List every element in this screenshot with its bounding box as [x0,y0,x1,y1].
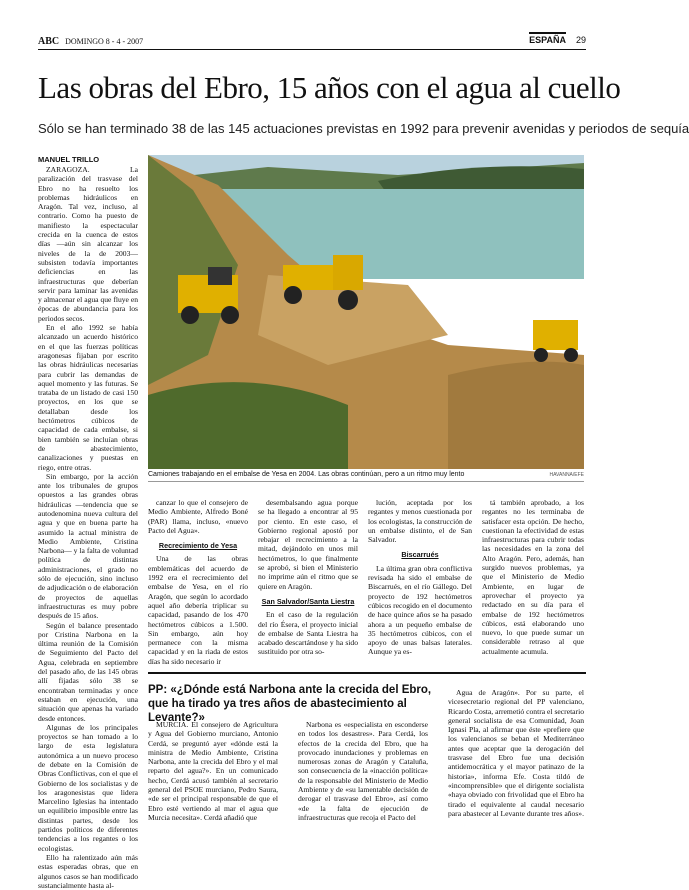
page-header-right [529,35,586,45]
photo-credit: HAVANNA/EFE [549,472,584,478]
article-column-5 [482,498,584,668]
subhead: San Salvador/Santa Liestra [261,596,355,606]
article-column-1 [38,165,138,890]
subhead: Recrecimiento de Yesa [158,541,238,551]
section-divider [148,672,586,674]
paragraph: Ello ha ralentizado aún más estas esperadas obras, que en algunos casos se han modificado sustancialmente hasta al- [38,852,138,890]
paragraph: tá también aprobado, a los regantes no les terminaba de satisfacer esta opción. De hecho, cuestionan la efectividad de estas infraestructuras para cubrir todas las necesidades en la zona del Alto Aragón. Pero, además, han surgido nuevos problemas, ya que el Ministerio de Medio Ambiente, en lugar de aprovechar el proyecto ya redactado en su día para el embalse de 192 hectómetros cúbicos, está elaborando uno nuevo, lo que puede sumar un considerable retraso al que actualmente acumula. [482,498,584,656]
section-name: ESPAÑA [529,32,566,45]
paragraph: Sin embargo, por la acción ante los tribunales de grupos opuestos a las grandes obras hidráulicas —tendencia que se autodenomina nueva cultura del agua y que en buena parte ha asumido la actual ministra de Medio Ambiente, Cristina Narbona— y la falta de voluntad política de distintas administraciones, el grado no sólo de ejecución, sino incluso de adjudicación o de elaboración de proyectos de aquellas infraestructuras es muy pobre después de 15 años. [38,471,138,621]
paragraph: canzar lo que el consejero de Medio Ambiente, Alfredo Boné (PAR) llama, incluso, «nuevo Pacto del Agua». [148,498,248,535]
paragraph: La última gran obra conflictiva revisada ha sido el embalse de Biscarrués, en el río Gállego. Del proyecto de 192 hectómetros cúbicos recogido en el documento de hace quince años se ha pasado ahora a un pequeño embalse de 35 hectómetros cúbicos, con el apoyo de unas balsas laterales. Aunque ya es- [368,563,472,657]
page-header-left [38,36,143,47]
paragraph: Algunas de los principales proyectos se han tomado a lo largo de esta legislatura autonómica a un nuevo proceso de debate en la Comisión de Obras Conflictivas, con el que el Gobierno de los socialistas y de los aragonesistas que lidera Marcelino Iglesias ha intentado un equilibrio imposible entre las distintas partes, desde los partidos políticos de diferentes tendencias a los regantes o los ecologistas. [38,722,138,853]
sidebar-headline: PP: «¿Dónde está Narbona ante la crecida del Ebro, que ha tirado ya tres años de abastecimiento al Levante?» [148,684,432,724]
caption-text: Camiones trabajando en el embalse de Yesa en 2004. Las obras continúan, pero a un ritmo muy lento [148,471,465,478]
reservoir-photo [148,155,584,469]
article-column-4 [368,498,472,668]
subhead: Biscarrués [401,550,439,560]
paragraph: lución, aceptada por los regantes y menos cuestionada por los ecologistas, la construcción de un embalse distinto, el de San Salvador. [368,498,472,545]
header-rule [38,49,586,50]
paragraph: ZARAGOZA. La paralización del trasvase del Ebro no ha resuelto los problemas hidráulicos en Aragón. Tal vez, incluso, al contrario. Como ha puesto de manifiesto la espectacular crecida en la cuenca de estos días —aún sin alcanzar los niveles de la de 2003— subsisten todavía importantes deficiencias en las infraestructuras que deberían servir para laminar las avenidas y almacenar el agua que fluye en épocas de abundancia para los periodos secos. [38,165,138,323]
photo-caption [148,471,584,482]
sidebar-column-2 [298,720,428,827]
paragraph: Agua de Aragón». Por su parte, el vicesecretario regional del PP valenciano, Ricardo Costa, arremetió contra el secretario general socialista de esa Comunidad, Joan Ignasi Pla, al afirmar que éste «prefiere que los valencianos se beban el Mediterráneo antes que aceptar que la derogación del trasvase del Ebro fue una decisión antidemocrática y el mayor patinazo de la historia», informa Efe. Costa tildó de «incomprensible» que el dirigente socialista «haya obviado con frivolidad que el Ebro ha tirado el equivalente al caudal necesario para abastecer al Levante durante tres años». [448,688,584,818]
paragraph: Narbona es «especialista en esconderse en todos los desastres». Para Cerdá, los efectos de la crecida del Ebro, que ha provocado inundaciones y problemas en numerosas zonas de Aragón y Cataluña, son consecuencia de la «inacción política» de la responsable del Ministerio de Medio Ambiente y de «su lamentable decisión de derogar el trasvase del Ebro», así como «de la falta de ejecución de infraestructuras que recoja el Pacto del [298,720,428,822]
headline: Las obras del Ebro, 15 años con el agua al cuello [38,70,621,105]
paragraph: MURCIA. El consejero de Agricultura y Agua del Gobierno murciano, Antonio Cerdá, se preguntó ayer «dónde está la ministra de Medio Ambiente, Cristina Narbona, ante la crecida del Ebro y el mal reparto del agua?». En un comunicado hecho, Cerdá acusó también al secretario general del PSOE murciano, Pedro Saura, «de ser el principal responsable de que el Ebro esté vertiendo al mar el agua que Murcia necesita». Cerdá añadió que [148,720,278,822]
newspaper-name: ABC [38,36,60,47]
sidebar-column-1 [148,720,278,827]
paragraph: desembalsando agua porque se ha llegado a encontrar al 95 por ciento. En este caso, el Gobierno regional apostó por rebajar el recrecimiento a la mitad, dejándolo en unos mil hectómetros, lo que finalmente se aprobó, si bien el Ministerio no imprime aún el ritmo que se quiere en Aragón. [258,498,358,591]
paragraph: En el caso de la regulación del río Ésera, el proyecto inicial de embalse de Santa Liestra ha acabado descartándose y ha sido sustituido por otra so- [258,610,358,657]
sidebar-column-3 [448,688,584,827]
article-column-3 [258,498,358,668]
page-number: 29 [575,35,586,45]
subtitle: Sólo se han terminado 38 de las 145 actuaciones previstas en 1992 para prevenir avenidas y periodos de sequía [38,121,689,136]
issue-date: DOMINGO 8 - 4 - 2007 [65,37,144,46]
paragraph: Según el balance presentado por Cristina Narbona en la última reunión de la Comisión de Seguimiento del Pacto del Agua, celebrada en septiembre del pasado año, de las 145 obras allí fijadas sólo 38 se encontraban terminadas y once estaban en ejecución, una situación que apenas ha variado desde entonces. [38,620,138,723]
paragraph: Una de las obras emblemáticas del acuerdo de 1992 era el recrecimiento del embalse de Yesa, en el río Aragón, que según lo acordado aquel año debería triplicar su capacidad, pasando de los 470 hectómetros cúbicos a 1.500. Sin embargo, aún hoy permanece con la misma capacidad y en la riada de estos días ha sido necesario ir [148,554,248,666]
article-column-2 [148,498,248,668]
byline: MANUEL TRILLO [38,155,100,164]
paragraph: En el año 1992 se había alcanzado un acuerdo histórico en el que las fuerzas políticas aragonesas fijaban por escrito las obras hidráulicas necesarias para cubrir las demandas de aquel momento y las futuras. Se trataba de un listado de casi 150 proyectos, en los que se detallaban desde los hectómetros cúbicos de capacidad de cada embalse, si bien también se incluían obras de abastecimiento, canalizaciones y puestas en riego, entre otras. [38,323,138,472]
